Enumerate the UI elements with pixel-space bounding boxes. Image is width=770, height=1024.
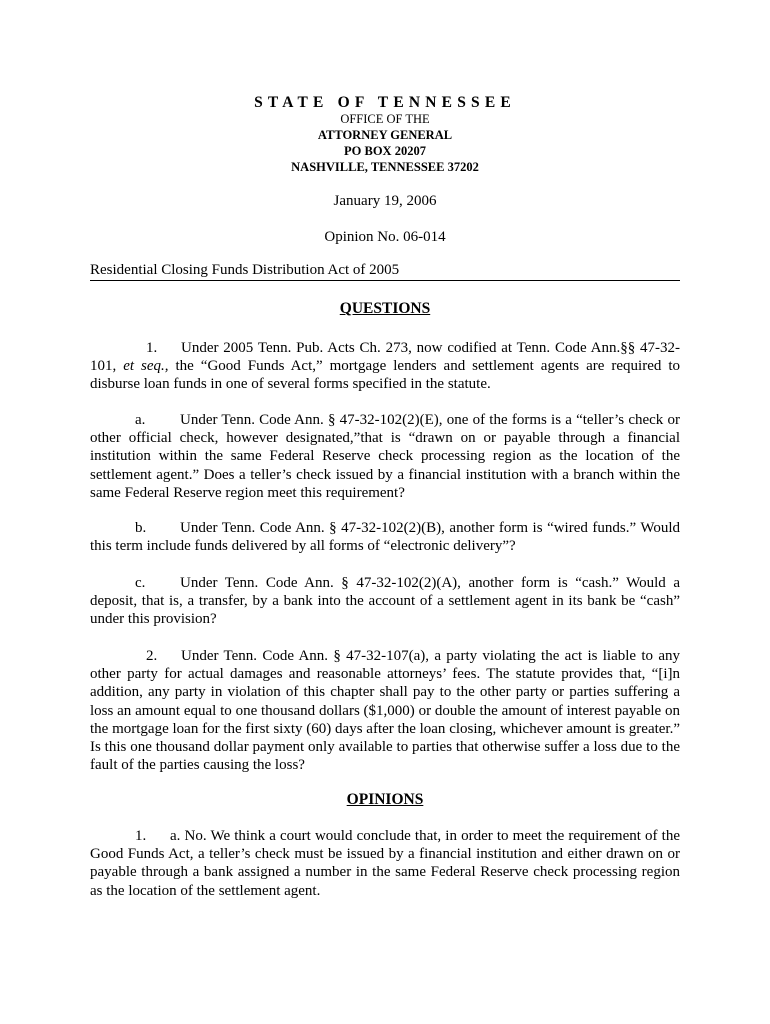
letterhead-city: NASHVILLE, TENNESSEE 37202 <box>291 160 479 174</box>
letterhead-state: STATE OF TENNESSEE <box>254 94 516 111</box>
question-1c <box>90 574 680 629</box>
opinions-heading: OPINIONS <box>346 791 424 808</box>
question-1-italic: et seq., <box>123 358 169 375</box>
question-1-label: 1. <box>146 340 158 356</box>
subject-line: Residential Closing Funds Distribution Act of 2005 <box>90 262 680 281</box>
opinion-number: Opinion No. 06-014 <box>324 229 446 245</box>
question-1a <box>90 411 680 502</box>
letterhead-po-box: PO BOX 20207 <box>344 144 426 158</box>
question-1c-text: Under Tenn. Code Ann. § 47-32-102(2)(A), another form is “cash.” Would a deposit, that is, a transfer, by a bank into the account of a settlement agent in its bank be “cash” under this provision? <box>90 575 680 628</box>
questions-heading: QUESTIONS <box>339 300 431 317</box>
question-2 <box>90 647 680 774</box>
question-1b-text: Under Tenn. Code Ann. § 47-32-102(2)(B), another form is “wired funds.” Would this term include funds delivered by all forms of “electronic delivery”? <box>90 520 680 555</box>
question-1 <box>90 339 680 394</box>
question-1a-label: a. <box>135 412 146 428</box>
question-1a-text: Under Tenn. Code Ann. § 47-32-102(2)(E), one of the forms is a “teller’s check or other official check, however designated,”that is “drawn on or payable through a financial institution within the same Federal Reserve check processing region as the location of the settlement agent.” Does a teller’s check issued by a financial institution with a branch within the same Federal Reserve region meet this requirement? <box>90 412 680 501</box>
question-1-text-b: the “Good Funds Act,” mortgage lenders and settlement agents are required to disburse loan funds in one of several forms specified in the statute. <box>90 358 680 393</box>
question-2-text: Under Tenn. Code Ann. § 47-32-107(a), a party violating the act is liable to any other party for actual damages and reasonable attorneys’ fees. The statute provides that, “[i]n addition, any party in violation of this chapter shall pay to the other party or parties suffering a loss an amount equal to one thousand dollars ($1,000) or double the amount of interest payable on the mortgage loan for the first sixty (60) days after the loan closing, whichever amount is greater.” Is this one thousand dollar payment only available to parties that otherwise suffer a loss due to the fault of the parties causing the loss? <box>90 648 680 774</box>
opinion-1-text: a. No. We think a court would conclude that, in order to meet the requirement of the Good Funds Act, a teller’s check must be issued by a financial institution and either drawn on or payable through a bank assigned a number in the same Federal Reserve check processing region as the location of the settlement agent. <box>90 828 680 899</box>
opinion-1 <box>90 827 680 900</box>
question-1b-label: b. <box>135 520 147 536</box>
question-2-label: 2. <box>146 648 158 664</box>
question-1c-label: c. <box>135 575 146 591</box>
question-1b <box>90 519 680 555</box>
document-date: January 19, 2006 <box>333 193 437 209</box>
letterhead-office-line2: ATTORNEY GENERAL <box>317 128 453 142</box>
question-1-text-a: Under 2005 Tenn. Pub. Acts Ch. 273, now codified at Tenn. Code Ann.§§ 47-32-101, <box>90 340 680 375</box>
opinion-1-label: 1. <box>135 828 147 844</box>
letterhead-office-line1: OFFICE OF THE <box>340 112 430 126</box>
